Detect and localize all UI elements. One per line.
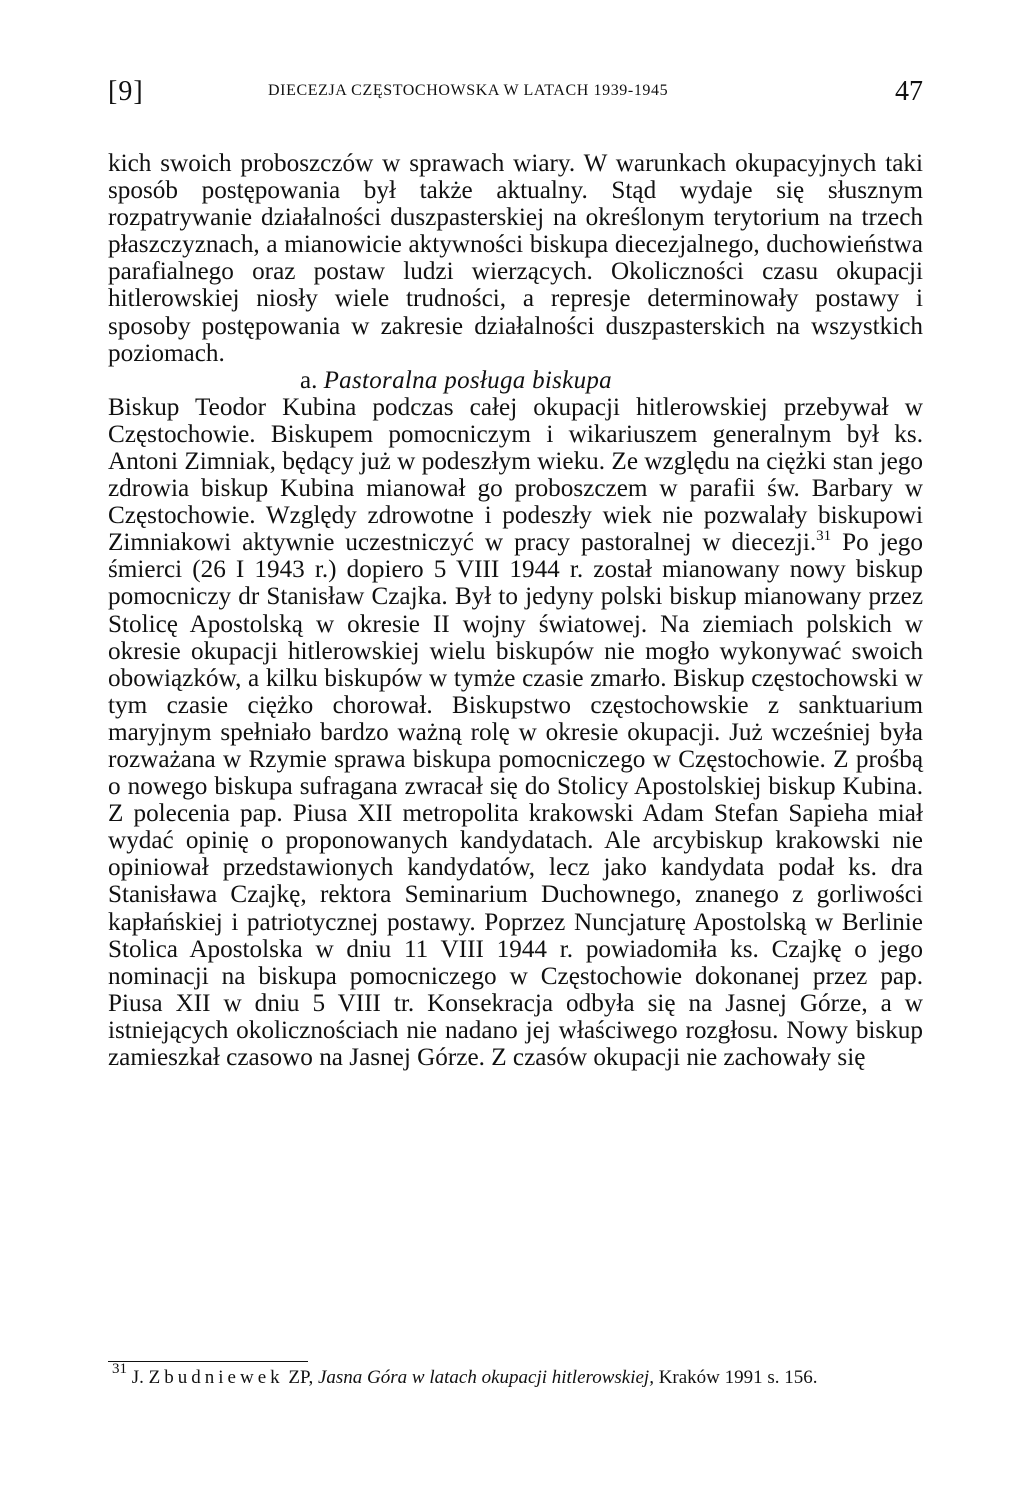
section-heading-prefix: a. <box>300 366 318 394</box>
paragraph-continuation: kich swoich proboszczów w sprawach wiary. W warunkach okupacyjnych taki sposób postępowania był także aktualny. Stąd wydaje się słusznym rozpatrywanie działalności duszpasterskiej na określonym terytorium na trzech płaszczyznach, a mianowicie aktywności biskupa diecezjalnego, duchowieństwa parafialnego oraz postaw ludzi wierzących. Okoliczności czasu okupacji hitlerowskiej niosły wiele trudności, a represje determinowały postawy i sposoby postępowania w zakresie działalności duszpasterskich na wszystkich poziomach. <box>108 150 923 367</box>
footnote-place: Kraków <box>658 1367 720 1388</box>
paragraph-bishop-part2: Po jego śmierci (26 I 1943 r.) dopiero 5 VIII 1944 r. został mianowany nowy biskup pomocniczy dr Stanisław Czajka. Był to jedyny polski biskup mianowany przez Stolicę Apostolską w okresie II wojny światowej. Na ziemiach polskich w okresie okupacji hitlerowskiej wielu biskupów nie mogło wykonywać swoich obowiązków, a kilku biskupów w tymże czasie zmarło. Biskup częstochowski w tym czasie ciężko chorował. Biskupstwo częstochowskie z sanktuarium maryjnym spełniało bardzo ważną rolę w okresie okupacji. Już wcześniej była rozważana w Rzymie sprawa biskupa pomocniczego w Częstochowie. Z prośbą o nowego biskupa sufragana zwracał się do Stolicy Apostolskiej biskup Kubina. Z polecenia pap. Piusa XII metropolita krakowski Adam Stefan Sapieha miał wydać opinię o proponowanych kandydatach. Ale arcybiskup krakowski nie opiniował przedstawionych kandydatów, lecz jako kandydata podał ks. dra Stanisława Czajkę, rektora Seminarium Duchownego, znanego z gorliwości kapłańskiej i patriotycznej postawy. Poprzez Nuncjaturę Apostolską w Berlinie Stolica Apostolska w dniu 11 VIII 1944 r. powiadomiła ks. Czajkę o jego nominacji na biskupa pomocniczego w Częstochowie dokonanej przez pap. Piusa XII w dniu 5 VIII tr. Konsekracja odbyła się na Jasnej Górze, a w istniejących okolicznościach nie nadano jej właściwego rozgłosu. Nowy biskup zamieszkał czasowo na Jasnej Górze. Z czasów okupacji nie zachowały się <box>108 529 923 1071</box>
body-text <box>108 150 923 1071</box>
footnote-reference[interactable]: 31 <box>816 528 832 545</box>
footnote-number: 31 <box>112 1361 127 1377</box>
paragraph-bishop <box>108 394 923 1071</box>
footnote-book-title: Jasna Góra w latach okupacji hitlerowskiej, <box>317 1367 654 1388</box>
running-head-title: DIECEZJA CZĘSTOCHOWSKA W LATACH 1939-1945 <box>268 82 669 99</box>
footnote-separator <box>108 1361 308 1362</box>
running-head-section: [9] <box>108 76 144 107</box>
footnote-author-initial: J. <box>131 1367 144 1388</box>
page <box>108 0 923 1496</box>
running-head <box>108 72 923 112</box>
section-heading-title: Pastoralna posługa biskupa <box>323 366 612 394</box>
footnote-year-pages: 1991 s. 156. <box>724 1367 818 1388</box>
page-number: 47 <box>895 76 923 107</box>
footnote-author-suffix: ZP, <box>288 1367 314 1388</box>
paragraph-bishop-part1: Biskup Teodor Kubina podczas całej okupacji hitlerowskiej przebywał w Częstochowie. Biskupem pomocniczym i wikariuszem generalnym był ks. Antoni Zimniak, będący już w podeszłym wieku. Ze względu na ciężki stan jego zdrowia biskup Kubina mianował go proboszczem w parafii św. Barbary w Częstochowie. Względy zdrowotne i podeszły wiek nie pozwalały biskupowi Zimniakowi aktywnie uczestniczyć w pracy pastoralnej w diecezji. <box>108 393 923 557</box>
footnote <box>108 1361 923 1389</box>
footnote-author-surname: Zbudniewek <box>148 1367 284 1388</box>
footnote-text <box>108 1361 923 1389</box>
section-heading <box>108 367 923 394</box>
